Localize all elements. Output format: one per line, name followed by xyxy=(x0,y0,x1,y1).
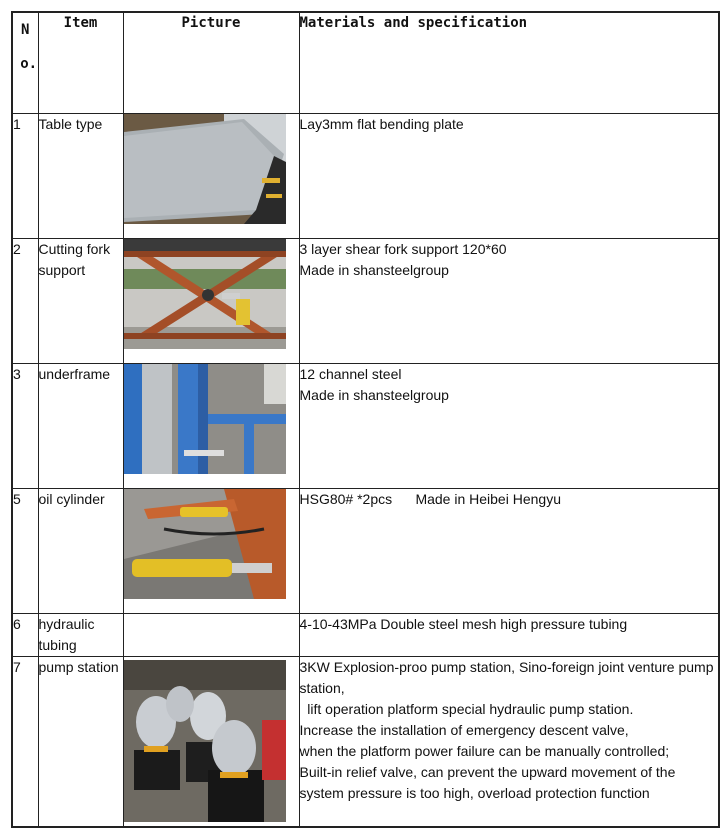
row-picture xyxy=(123,363,299,488)
row-spec: HSG80# *2pcs Made in Heibei Hengyu xyxy=(299,488,719,613)
header-picture: Picture xyxy=(123,12,299,113)
row-spec: 12 channel steel Made in shansteelgroup xyxy=(299,363,719,488)
row-picture xyxy=(123,488,299,613)
row-item: oil cylinder xyxy=(38,488,123,613)
row-no: 5 xyxy=(12,488,38,613)
row-item: Table type xyxy=(38,113,123,238)
row-picture-empty xyxy=(123,613,299,656)
row-no: 3 xyxy=(12,363,38,488)
table-row xyxy=(12,363,719,488)
row-no: 7 xyxy=(12,656,38,827)
row-item: Cutting fork support xyxy=(38,238,123,363)
table-plate-photo xyxy=(124,114,286,224)
table-row xyxy=(12,613,719,656)
row-spec: 4-10-43MPa Double steel mesh high pressure tubing xyxy=(299,613,719,656)
header-spec: Materials and specification xyxy=(299,12,719,113)
header-no xyxy=(12,12,38,113)
row-item: pump station xyxy=(38,656,123,827)
row-picture xyxy=(123,656,299,827)
row-spec: 3 layer shear fork support 120*60 Made in shansteelgroup xyxy=(299,238,719,363)
table-row xyxy=(12,656,719,827)
row-picture xyxy=(123,238,299,363)
row-item: underframe xyxy=(38,363,123,488)
header-no-text: No. xyxy=(20,22,38,72)
oil-cylinder-photo xyxy=(124,489,286,599)
pump-station-photo xyxy=(124,660,286,822)
table-row xyxy=(12,488,719,613)
row-item: hydraulic tubing xyxy=(38,613,123,656)
spec-table xyxy=(11,11,720,828)
scissor-fork-photo xyxy=(124,239,286,349)
header-item: Item xyxy=(38,12,123,113)
table-row xyxy=(12,238,719,363)
underframe-photo xyxy=(124,364,286,474)
row-spec: 3KW Explosion-proo pump station, Sino-foreign joint venture pump station, lift operation platform special hydraulic pump station. Increase the installation of emergency descent valve, when the platform power failure can be manually controlled; Built-in relief valve, can prevent the upward movement of the system pressure is too high, overload protection function xyxy=(299,656,719,827)
row-spec: Lay3mm flat bending plate xyxy=(299,113,719,238)
table-header-row xyxy=(12,12,719,113)
row-no: 2 xyxy=(12,238,38,363)
table-row xyxy=(12,113,719,238)
row-no: 6 xyxy=(12,613,38,656)
row-no: 1 xyxy=(12,113,38,238)
row-picture xyxy=(123,113,299,238)
